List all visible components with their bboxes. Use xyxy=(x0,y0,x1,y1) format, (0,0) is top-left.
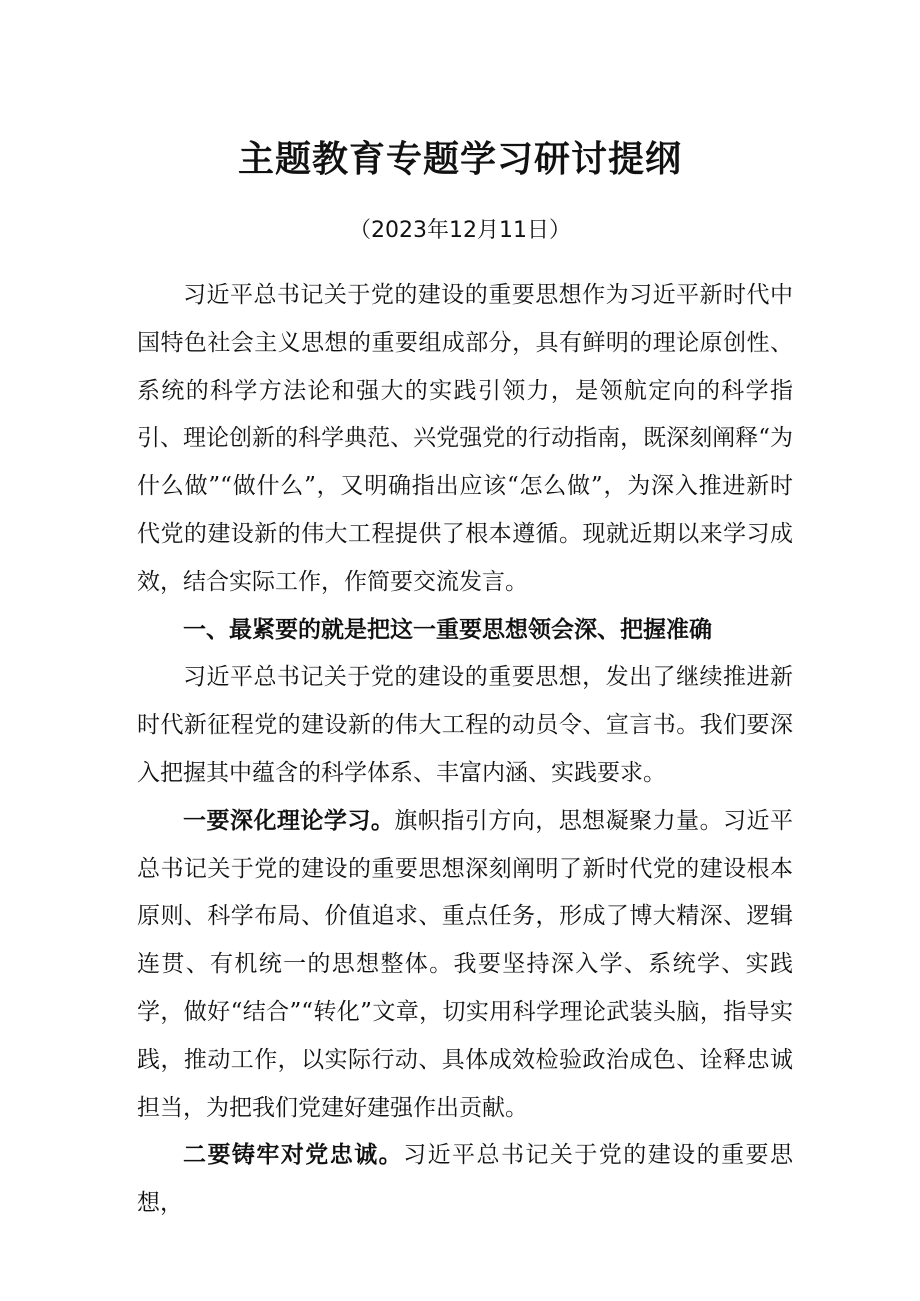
document-body xyxy=(137,272,793,1228)
point-text-2: 习近平总书记关于党的建设的重要思想， xyxy=(137,1142,794,1217)
point-paragraph-1 xyxy=(137,798,793,1133)
section-paragraph: 习近平总书记关于党的建设的重要思想，发出了继续推进新时代新征程党的建设新的伟大工程的动员令、宣言书。我们要深入把握其中蕴含的科学体系、丰富内涵、实践要求。 xyxy=(137,664,793,786)
point-lead-1: 一要深化理论学习。 xyxy=(183,807,395,834)
point-paragraph-2 xyxy=(137,1132,793,1228)
point-lead-2: 二要铸牢对党忠诚。 xyxy=(183,1142,404,1169)
document-date: （2023年12月11日） xyxy=(349,218,571,243)
intro-paragraph: 习近平总书记关于党的建设的重要思想作为习近平新时代中国特色社会主义思想的重要组成部分，具有鲜明的理论原创性、系统的科学方法论和强大的实践引领力，是领航定向的科学指引、理论创新的科学典范、兴党强党的行动指南，既深刻阐释“为什么做”“做什么”，又明确指出应该“怎么做”，为深入推进新时代党的建设新的伟大工程提供了根本遵循。现就近期以来学习成效，结合实际工作，作简要交流发言。 xyxy=(137,282,793,595)
document-title: 主题教育专题学习研讨提纲 xyxy=(237,139,682,180)
point-text-1: 旗帜指引方向，思想凝聚力量。习近平总书记关于党的建设的重要思想深刻阐明了新时代党的建设根本原则、科学布局、价值追求、重点任务，形成了博大精深、逻辑连贯、有机统一的思想整体。我要坚持深入学、系统学、实践学，做好“结合”“转化”文章，切实用科学理论武装头脑，指导实践，推动工作，以实际行动、具体成效检验政治成色、诠释忠诚担当，为把我们党建好建强作出贡献。 xyxy=(137,807,794,1121)
section-heading: 一、最紧要的就是把这一重要思想领会深、把握准确 xyxy=(183,616,712,643)
